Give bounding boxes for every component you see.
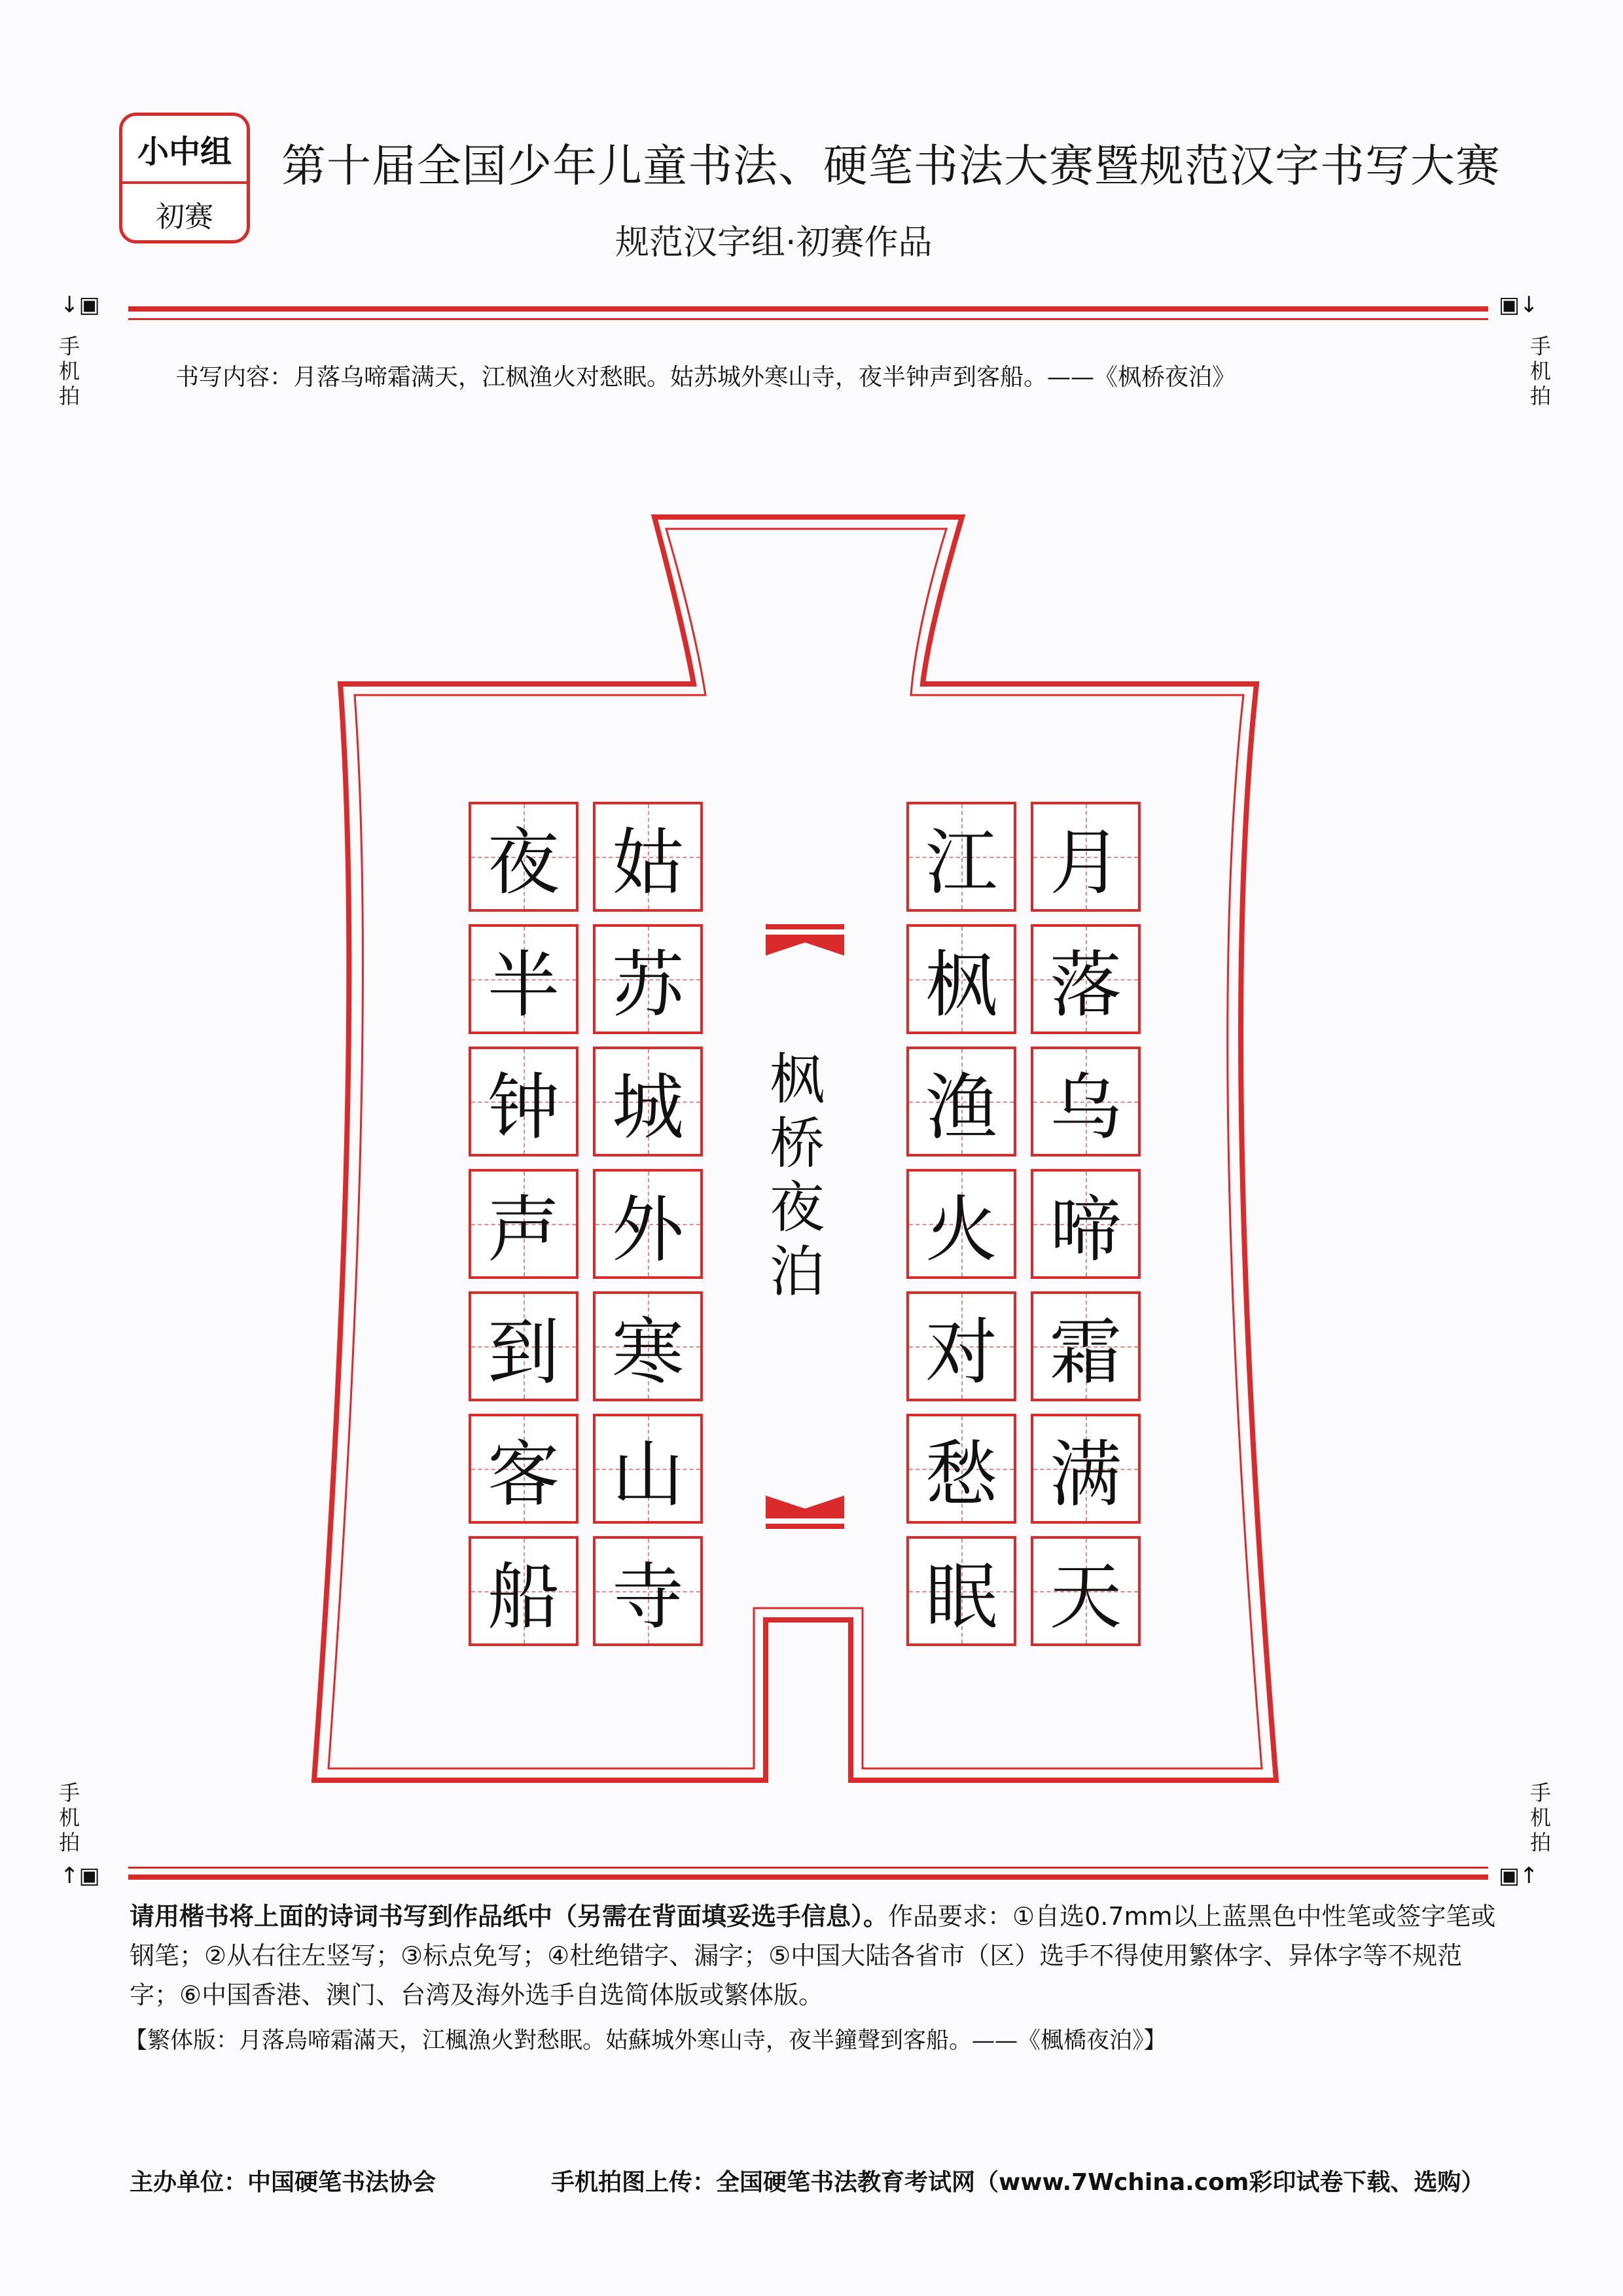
grid-cell xyxy=(906,1414,1016,1524)
grid-char: 船 xyxy=(488,1555,560,1639)
grid-cell xyxy=(1031,924,1141,1034)
grid-cell xyxy=(593,924,703,1034)
grid-char: 乌 xyxy=(1050,1066,1122,1149)
ornament-top xyxy=(766,924,844,956)
bottom-divider-thin xyxy=(128,1867,1488,1869)
grid-char: 啼 xyxy=(1050,1188,1122,1272)
side-label-left-bottom xyxy=(56,1780,82,1855)
grid-char: 苏 xyxy=(612,943,684,1027)
grid-char: 姑 xyxy=(612,821,684,905)
grid-char: 眠 xyxy=(925,1555,997,1639)
grid-char: 客 xyxy=(488,1433,560,1516)
poem-title: 枫 桥 夜 泊 xyxy=(769,1047,825,1304)
page-title: 第十届全国少年儿童书法、硬笔书法大赛暨规范汉字书写大赛 xyxy=(281,141,1501,192)
grid-cell xyxy=(1031,1536,1141,1646)
grid-char: 天 xyxy=(1050,1555,1122,1639)
grid-char: 到 xyxy=(488,1310,560,1394)
side-label-text: 手 机 拍 xyxy=(58,1780,80,1855)
stamp-stage: 初赛 xyxy=(156,200,213,234)
instructions-lead: 请用楷书将上面的诗词书写到作品纸中（另需在背面填妥选手信息）。 xyxy=(130,1902,889,1931)
instructions-requirements: 作品要求：①自选0.7mm以上蓝黑色中性笔或签字笔或钢笔；②从右往左竖写；③标点免写；④杜绝错字、漏字；⑤中国大陆各省市（区）选手不得使用繁体字、异体字等不规范字；⑥中国香港、澳门、台湾及海外选手自选简体版或繁体版。 xyxy=(130,1902,1496,2009)
grid-cell xyxy=(593,1169,703,1279)
stamp-group: 小中组 xyxy=(122,116,247,184)
grid-cell xyxy=(469,1536,579,1646)
grid-cell xyxy=(469,1047,579,1157)
grid-char: 霜 xyxy=(1050,1310,1122,1394)
grid-cell xyxy=(1031,1169,1141,1279)
grid-cell xyxy=(906,1169,1016,1279)
content-text: 书写内容：月落乌啼霜满天，江枫渔火对愁眠。姑苏城外寒山寺，夜半钟声到客船。——《枫桥夜泊》 xyxy=(175,364,1236,391)
grid-char: 声 xyxy=(488,1188,560,1272)
side-label-text: 手 机 拍 xyxy=(1529,1780,1551,1855)
side-label-text: 手 机 拍 xyxy=(1529,334,1551,408)
grid-char: 夜 xyxy=(488,821,560,905)
grid-cell xyxy=(469,924,579,1034)
grid-cell xyxy=(1031,1414,1141,1524)
grid-cell xyxy=(469,1291,579,1401)
ornament-bottom xyxy=(766,1496,844,1529)
instructions xyxy=(130,1897,1497,2015)
grid-cell xyxy=(906,1536,1016,1646)
grid-char: 落 xyxy=(1050,943,1122,1027)
grid-char: 满 xyxy=(1050,1433,1122,1516)
bottom-divider xyxy=(128,1874,1488,1880)
grid-cell xyxy=(906,1291,1016,1401)
grid-cell xyxy=(906,802,1016,912)
page-subtitle: 规范汉字组·初赛作品 xyxy=(615,223,933,262)
grid-cell xyxy=(469,1169,579,1279)
grid-char: 山 xyxy=(612,1433,684,1516)
grid-char: 外 xyxy=(612,1188,684,1272)
footer-upload: 手机拍图上传：全国硬笔书法教育考试网（www.7Wchina.com彩印试卷下载、选购） xyxy=(551,2169,1485,2196)
traditional-version: 【繁体版：月落烏啼霜滿天，江楓漁火對愁眠。姑蘇城外寒山寺，夜半鐘聲到客船。——《楓橋夜泊》】 xyxy=(124,2028,1167,2054)
grid-cell xyxy=(906,924,1016,1034)
grid-char: 半 xyxy=(488,943,560,1027)
grid-cell xyxy=(593,1536,703,1646)
camera-icon: ↑▣ xyxy=(60,1863,100,1889)
grid-char: 对 xyxy=(925,1310,997,1394)
grid-cell xyxy=(469,802,579,912)
grid-char: 寒 xyxy=(612,1310,684,1394)
grid-cell xyxy=(593,802,703,912)
side-label-right-bottom xyxy=(1527,1780,1554,1855)
grid-char: 渔 xyxy=(925,1066,997,1149)
footer-organizer: 主办单位：中国硬笔书法协会 xyxy=(130,2169,437,2196)
side-label-text: 手 机 拍 xyxy=(58,334,80,408)
grid-char: 枫 xyxy=(925,943,997,1027)
grid-char: 钟 xyxy=(488,1066,560,1149)
grid-char: 愁 xyxy=(925,1433,997,1516)
grid-char: 火 xyxy=(925,1188,997,1272)
grid-cell xyxy=(1031,1047,1141,1157)
camera-icon: ▣↑ xyxy=(1499,1863,1539,1889)
camera-icon: ▣↓ xyxy=(1499,292,1539,318)
grid-char: 江 xyxy=(925,821,997,905)
grid-cell xyxy=(593,1291,703,1401)
camera-icon: ↓▣ xyxy=(60,292,100,318)
grid-char: 寺 xyxy=(612,1555,684,1639)
grid-cell xyxy=(593,1047,703,1157)
grid-cell xyxy=(593,1414,703,1524)
grid-cell xyxy=(1031,1291,1141,1401)
grid-cell xyxy=(469,1414,579,1524)
grid-cell xyxy=(906,1047,1016,1157)
grid-char: 月 xyxy=(1050,821,1122,905)
grid-cell xyxy=(1031,802,1141,912)
grid-char: 城 xyxy=(612,1066,684,1149)
